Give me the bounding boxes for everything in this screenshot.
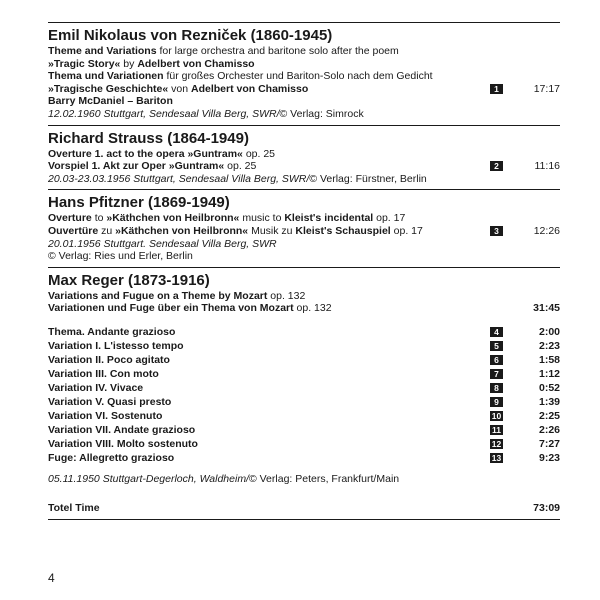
list-item xyxy=(48,367,560,381)
work-title: Ouvertüre xyxy=(48,224,99,237)
movement-title: Variation III. Con moto xyxy=(48,367,159,380)
track-duration: 2:23 xyxy=(538,339,560,352)
track-entry xyxy=(490,340,560,352)
track-number-badge: 11 xyxy=(492,424,501,435)
track-number-badge: 13 xyxy=(491,452,502,463)
author-name: Adelbert von Chamisso xyxy=(191,82,309,95)
track-number-badge: 6 xyxy=(490,355,503,365)
track-entry xyxy=(490,396,560,408)
work-line xyxy=(48,225,560,238)
work-line xyxy=(48,58,560,71)
track-duration: 2:25 xyxy=(538,409,560,422)
page-number: 4 xyxy=(48,571,55,585)
work-text: music to xyxy=(239,212,285,225)
movement-title: Variation II. Poco agitato xyxy=(48,353,170,366)
track-entry xyxy=(490,452,560,464)
track-entry xyxy=(490,368,560,380)
track-duration: 17:17 xyxy=(533,82,560,95)
composer-heading: Max Reger (1873-1916) xyxy=(48,271,210,289)
section-divider xyxy=(48,519,560,520)
work-title: »Käthchen von Heilbronn« xyxy=(115,224,249,237)
publisher-info: © Verlag: Fürstner, Berlin xyxy=(309,172,427,185)
track-duration: 0:52 xyxy=(538,381,560,394)
publisher-info: © Verlag: Peters, Frankfurt/Main xyxy=(248,472,400,485)
list-item xyxy=(48,437,560,451)
track-duration: 1:58 xyxy=(538,353,560,366)
work-text: op. 132 xyxy=(267,289,306,302)
recording-info: 20.01.1956 Stuttgart. Sendesaal Villa Berg, SWR xyxy=(48,237,277,250)
work-text: op. 17 xyxy=(373,212,406,225)
list-item xyxy=(48,339,560,353)
total-time-label: Totel Time xyxy=(48,501,100,514)
list-item xyxy=(48,451,560,465)
movement-title: Variation VI. Sostenuto xyxy=(48,409,163,422)
work-line xyxy=(48,45,560,58)
publisher-line xyxy=(48,250,560,263)
recording-info: 20.03-23.03.1956 Stuttgart, Sendesaal Villa Berg, SWR/ xyxy=(48,172,310,185)
list-item xyxy=(48,409,560,423)
track-duration: 2:26 xyxy=(538,423,560,436)
section-pfitzner xyxy=(48,190,560,266)
work-line xyxy=(48,83,560,96)
track-number-badge: 4 xyxy=(490,327,503,337)
work-title: Overture xyxy=(48,212,92,225)
work-line xyxy=(48,160,560,173)
work-title: Vorspiel 1. Akt zur Oper »Guntram« xyxy=(48,160,225,173)
work-text: op. 25 xyxy=(224,160,257,173)
work-text: von xyxy=(168,82,191,95)
publisher-info: © Verlag: Simrock xyxy=(279,107,364,120)
track-entry xyxy=(490,354,560,366)
list-item xyxy=(48,423,560,437)
publisher-info: © Verlag: Ries und Erler, Berlin xyxy=(48,250,193,263)
tracklist-page xyxy=(48,22,560,520)
movement-title: Variation IV. Vivace xyxy=(48,381,144,394)
work-text: zu xyxy=(98,224,116,237)
track-number-badge: 8 xyxy=(490,383,503,393)
track-entry xyxy=(490,438,560,450)
work-line xyxy=(48,290,560,303)
list-item xyxy=(48,381,560,395)
work-text: by xyxy=(120,57,138,70)
author-name: Adelbert von Chamisso xyxy=(137,57,255,70)
movement-list xyxy=(48,325,560,465)
list-item xyxy=(48,395,560,409)
track-duration: 9:23 xyxy=(538,451,560,464)
work-text: Musik zu xyxy=(248,224,296,237)
movement-title: Fuge: Allegretto grazioso xyxy=(48,451,175,464)
work-text: op. 25 xyxy=(242,147,276,160)
composer-heading: Hans Pfitzner (1869-1949) xyxy=(48,194,230,212)
track-number-badge: 7 xyxy=(490,369,503,379)
work-title: Variationen und Fuge über ein Thema von Mozart xyxy=(48,302,294,315)
movement-title: Thema. Andante grazioso xyxy=(48,325,176,338)
work-title: Overture 1. act to the opera »Guntram« xyxy=(48,147,243,160)
track-number-badge: 10 xyxy=(491,410,502,421)
work-title: Kleist's Schauspiel xyxy=(295,224,391,237)
work-line xyxy=(48,148,560,161)
track-duration: 12:26 xyxy=(533,224,560,237)
movement-title: Variation I. L'istesso tempo xyxy=(48,339,184,352)
section-reznicek xyxy=(48,23,560,125)
total-time-value: 73:09 xyxy=(533,501,560,514)
list-item xyxy=(48,353,560,367)
recording-line xyxy=(48,173,560,186)
work-line xyxy=(48,70,560,83)
track-duration: 1:39 xyxy=(538,395,560,408)
work-title: Theme and Variations xyxy=(48,45,157,57)
track-entry xyxy=(490,382,560,394)
work-line xyxy=(48,212,560,225)
work-title: »Käthchen von Heilbronn« xyxy=(106,212,240,225)
recording-line xyxy=(48,473,560,486)
work-total-duration: 31:45 xyxy=(533,302,560,315)
track-duration: 7:27 xyxy=(538,437,560,450)
track-entry xyxy=(490,326,560,338)
recording-info: 05.11.1950 Stuttgart-Degerloch, Waldheim/ xyxy=(48,472,249,485)
track-entry xyxy=(490,160,560,172)
recording-line xyxy=(48,108,560,121)
movement-title: Variation VIII. Molto sostenuto xyxy=(48,437,198,450)
track-duration: 11:16 xyxy=(534,160,560,173)
work-title: Kleist's incidental xyxy=(284,212,374,225)
track-number-badge: 12 xyxy=(491,438,502,449)
track-entry xyxy=(490,225,560,237)
performer-name: Barry McDaniel – Bariton xyxy=(48,95,173,108)
track-number-badge: 2 xyxy=(490,161,503,171)
work-title: Variations and Fugue on a Theme by Mozart xyxy=(48,289,268,302)
work-title: »Tragische Geschichte« xyxy=(48,82,169,95)
composer-heading: Richard Strauss (1864-1949) xyxy=(48,129,249,147)
list-item xyxy=(48,325,560,339)
performer-line xyxy=(48,95,560,108)
recording-line xyxy=(48,238,560,251)
work-text: for large orchestra and baritone solo after the poem xyxy=(156,45,399,57)
track-number-badge: 1 xyxy=(490,84,503,94)
track-number-badge: 9 xyxy=(490,397,503,407)
recording-info: 12.02.1960 Stuttgart, Sendesaal Villa Berg, SWR/ xyxy=(48,107,280,120)
track-duration: 2:00 xyxy=(538,325,560,338)
section-reger xyxy=(48,268,560,519)
movement-title: Variation VII. Andate grazioso xyxy=(48,423,196,436)
work-line xyxy=(48,302,560,315)
section-strauss xyxy=(48,126,560,190)
work-text: op. 132 xyxy=(293,302,332,315)
track-entry xyxy=(490,410,560,422)
work-title: »Tragic Story« xyxy=(48,57,121,70)
work-text: für großes Orchester und Bariton-Solo nach dem Gedicht xyxy=(163,70,433,83)
track-entry xyxy=(490,83,560,95)
track-entry xyxy=(490,424,560,436)
total-time-row xyxy=(48,502,560,515)
work-title: Thema und Variationen xyxy=(48,70,164,83)
composer-heading: Emil Nikolaus von Rezniček (1860-1945) xyxy=(48,27,333,44)
track-duration: 1:12 xyxy=(538,367,560,380)
track-number-badge: 5 xyxy=(490,341,503,351)
work-text: op. 17 xyxy=(390,224,423,237)
movement-title: Variation V. Quasi presto xyxy=(48,395,172,408)
track-number-badge: 3 xyxy=(490,226,503,236)
work-text: to xyxy=(91,212,107,225)
